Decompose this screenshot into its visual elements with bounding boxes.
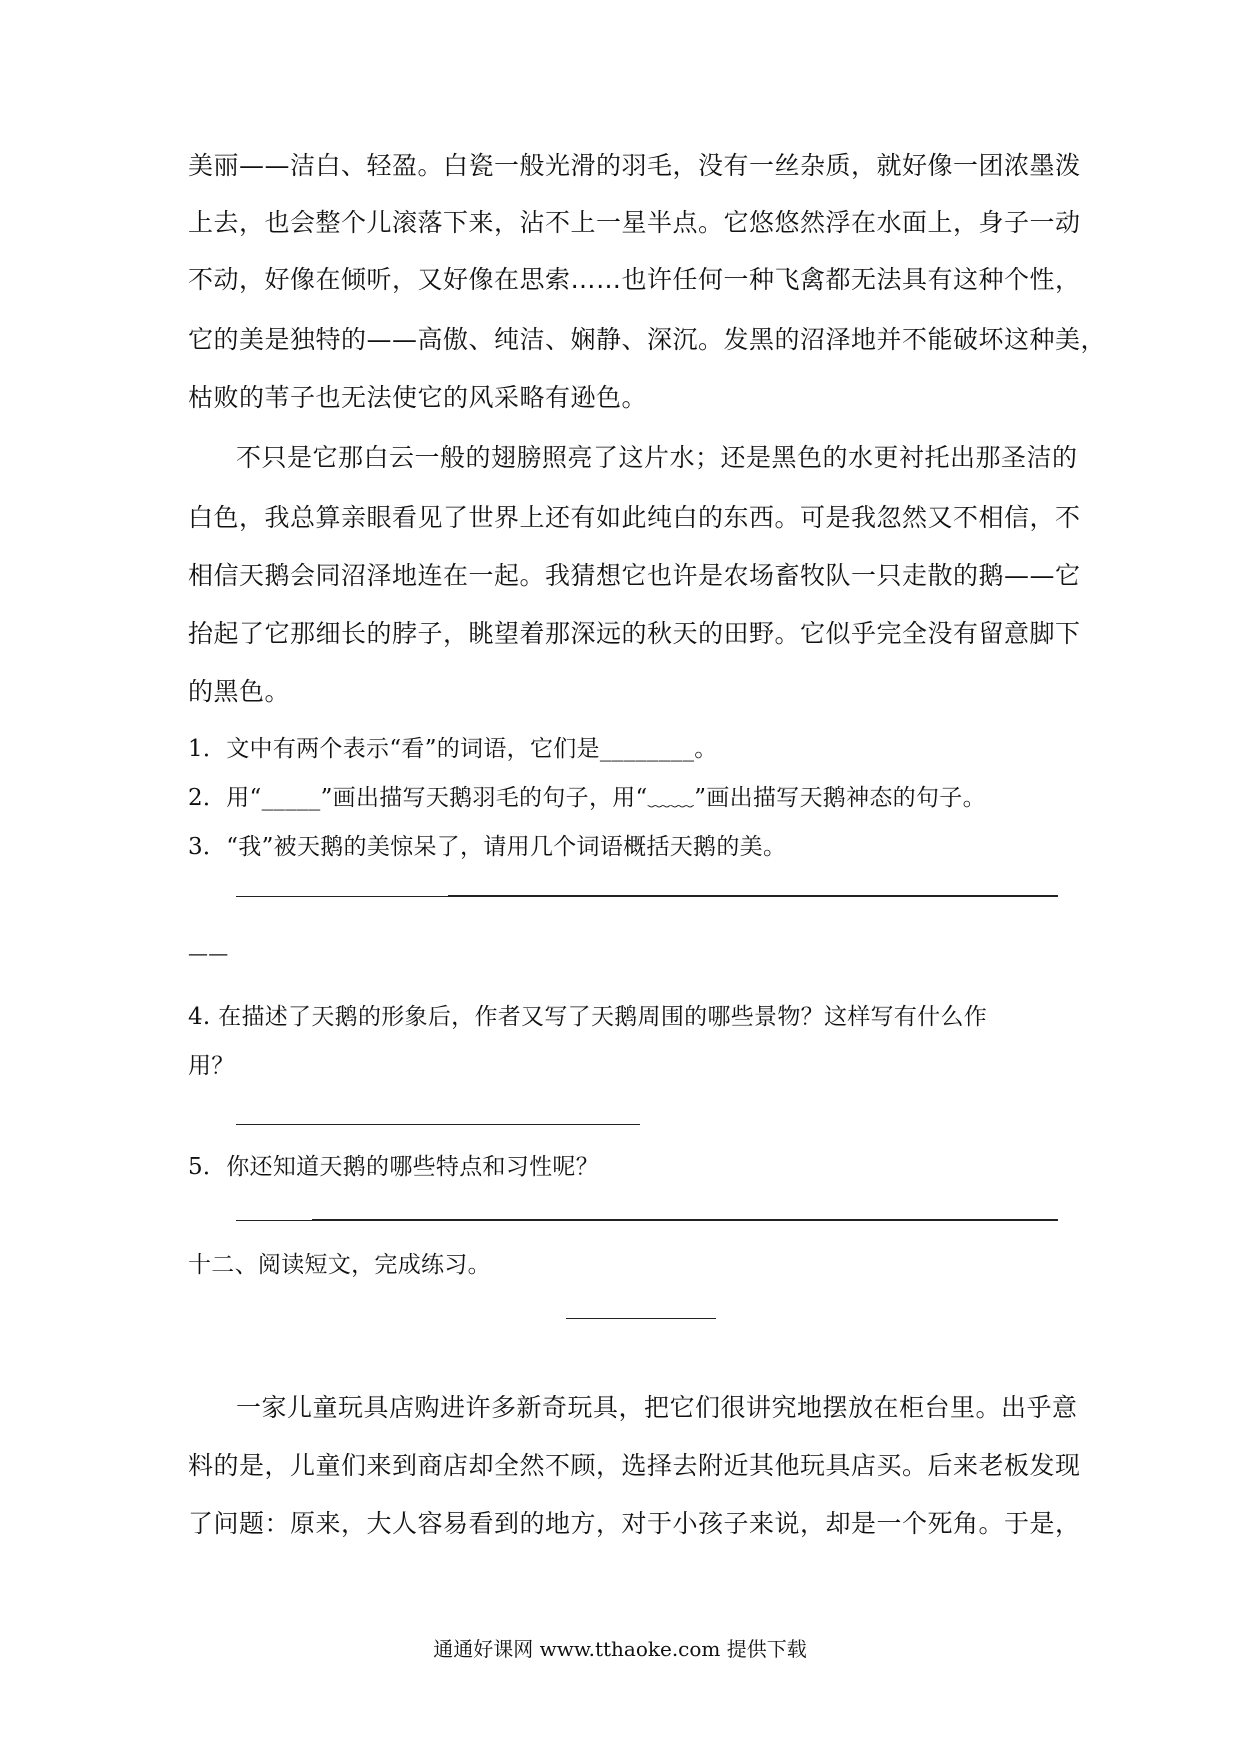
- passage-line: 一家儿童玩具店购进许多新奇玩具，把它们很讲究地摆放在柜台里。出乎意: [236, 1393, 1078, 1422]
- title-blank-line[interactable]: [566, 1318, 716, 1319]
- passage-line: 上去，也会整个儿滚落下来，沾不上一星半点。它悠悠然浮在水面上，身子一动: [188, 208, 1081, 237]
- question-4-line-1: 4. 在描述了天鹅的形象后，作者又写了天鹅周围的哪些景物？这样写有什么作: [188, 1004, 988, 1030]
- passage-line: 不动，好像在倾听，又好像在思索……也许任何一种飞禽都无法具有这种个性，: [188, 265, 1081, 294]
- passage-line: 了问题：原来，大人容易看到的地方，对于小孩子来说，却是一个死角。于是，: [188, 1509, 1081, 1538]
- passage-line: 美丽——洁白、轻盈。白瓷一般光滑的羽毛，没有一丝杂质，就好像一团浓墨泼: [188, 151, 1081, 180]
- question-3-tail: ——: [188, 941, 229, 965]
- answer-line-q3[interactable]: [448, 895, 1058, 897]
- passage-line: 抬起了它那细长的脖子，眺望着那深远的秋天的田野。它似乎完全没有留意脚下: [188, 619, 1081, 648]
- answer-line-q5[interactable]: [312, 1219, 1058, 1221]
- passage-line: 白色，我总算亲眼看见了世界上还有如此纯白的东西。可是我忽然又不相信，不: [188, 503, 1081, 532]
- passage-line: 它的美是独特的——高傲、纯洁、娴静、深沉。发黑的沼泽地并不能破坏这种美，: [188, 325, 1107, 354]
- passage-line: 相信天鹅会同沼泽地连在一起。我猜想它也许是农场畜牧队一只走散的鹅——它: [188, 561, 1081, 590]
- footer-text: 通通好课网 www.tthaoke.com 提供下载: [433, 1637, 807, 1661]
- passage-line: 枯败的苇子也无法使它的风采略有逊色。: [188, 383, 648, 412]
- question-5: 5．你还知道天鹅的哪些特点和习性呢？: [188, 1154, 600, 1180]
- answer-line-q3-dashed[interactable]: [236, 896, 448, 897]
- question-2: 2．用“_____”画出描写天鹅羽毛的句子，用“﹏﹏”画出描写天鹅神态的句子。: [188, 785, 986, 811]
- answer-line-q4[interactable]: [236, 1124, 640, 1125]
- passage-line: 的黑色。: [188, 677, 291, 706]
- passage-line: 料的是，儿童们来到商店却全然不顾，选择去附近其他玩具店买。后来老板发现: [188, 1451, 1081, 1480]
- question-1: 1．文中有两个表示“看”的词语，它们是________。: [188, 736, 718, 762]
- passage-line: 不只是它那白云一般的翅膀照亮了这片水；还是黑色的水更衬托出那圣洁的: [236, 443, 1078, 472]
- answer-line-q5-dashed[interactable]: [236, 1220, 312, 1221]
- question-4-line-2: 用？: [188, 1053, 235, 1079]
- question-3: 3．“我”被天鹅的美惊呆了，请用几个词语概括天鹅的美。: [188, 834, 787, 860]
- section-12-heading: 十二、阅读短文，完成练习。: [188, 1252, 491, 1278]
